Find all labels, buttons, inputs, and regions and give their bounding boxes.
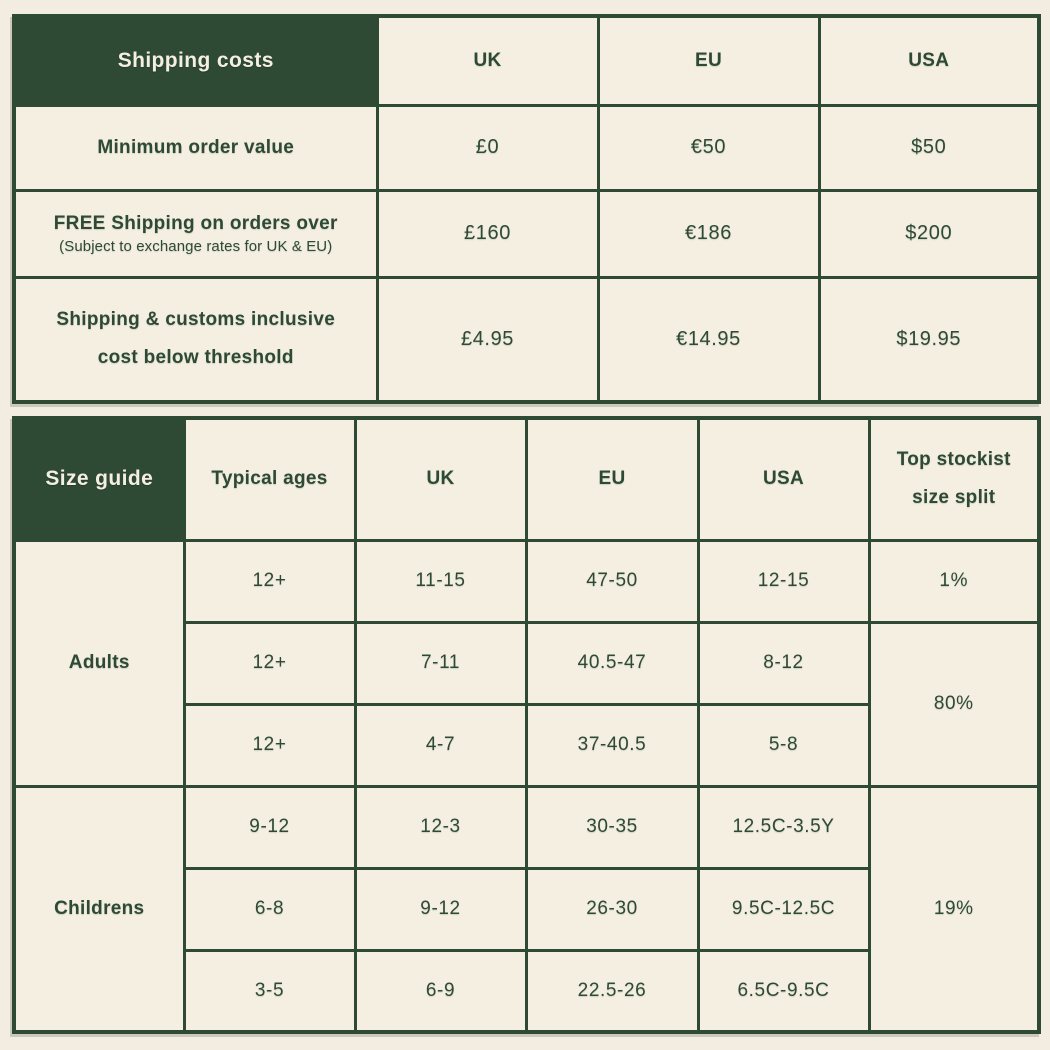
below-threshold-label-line2: cost below threshold <box>97 347 294 369</box>
min-order-eu-value: €50 <box>598 105 819 190</box>
free-shipping-usa-value: $200 <box>819 190 1039 277</box>
below-threshold-label-line1: Shipping & customs inclusive <box>56 309 336 331</box>
adults-2-usa: 8-12 <box>698 622 869 704</box>
shipping-col-header-eu: EU <box>598 16 819 105</box>
size-col-header-uk: UK <box>355 418 526 540</box>
min-order-label: Minimum order value <box>14 105 377 190</box>
childrens-2-ages: 6-8 <box>184 868 355 950</box>
free-shipping-label-text: FREE Shipping on orders over <box>53 212 338 234</box>
childrens-1-usa: 12.5C-3.5Y <box>698 786 869 868</box>
below-threshold-uk-value: £4.95 <box>377 277 598 402</box>
childrens-1-eu: 30-35 <box>526 786 698 868</box>
size-col-header-usa: USA <box>698 418 869 540</box>
adults-3-uk: 4-7 <box>355 704 526 786</box>
size-col-header-typical-ages: Typical ages <box>184 418 355 540</box>
below-threshold-eu-value: €14.95 <box>598 277 819 402</box>
childrens-3-ages: 3-5 <box>184 950 355 1032</box>
shipping-row-min-order <box>14 105 1039 190</box>
below-threshold-usa-value: $19.95 <box>819 277 1039 402</box>
below-threshold-label <box>14 277 377 402</box>
size-col-header-stockist-split: Top stockist size split <box>869 418 1039 540</box>
childrens-1-uk: 12-3 <box>355 786 526 868</box>
shipping-col-header-uk: UK <box>377 16 598 105</box>
adults-3-ages: 12+ <box>184 704 355 786</box>
size-guide-title: Size guide <box>14 418 184 540</box>
adults-1-usa: 12-15 <box>698 540 869 622</box>
shipping-row-below-threshold <box>14 277 1039 402</box>
adults-2-eu: 40.5-47 <box>526 622 698 704</box>
size-guide-table <box>12 416 1041 1034</box>
adults-group-label: Adults <box>14 540 184 786</box>
childrens-3-eu: 22.5-26 <box>526 950 698 1032</box>
childrens-row-1 <box>14 786 1039 868</box>
childrens-3-usa: 6.5C-9.5C <box>698 950 869 1032</box>
childrens-group-label: Childrens <box>14 786 184 1032</box>
shipping-col-header-usa: USA <box>819 16 1039 105</box>
free-shipping-eu-value: €186 <box>598 190 819 277</box>
childrens-2-usa: 9.5C-12.5C <box>698 868 869 950</box>
shipping-table-title: Shipping costs <box>14 16 377 105</box>
childrens-split-19pct: 19% <box>869 786 1039 1032</box>
adults-3-usa: 5-8 <box>698 704 869 786</box>
shipping-header-row <box>14 16 1039 105</box>
adults-split-80pct: 80% <box>869 622 1039 786</box>
adults-1-ages: 12+ <box>184 540 355 622</box>
free-shipping-label <box>14 190 377 277</box>
size-guide-header-row <box>14 418 1039 540</box>
shipping-costs-table <box>12 14 1041 404</box>
free-shipping-subnote: (Subject to exchange rates for UK & EU) <box>59 237 333 255</box>
min-order-usa-value: $50 <box>819 105 1039 190</box>
childrens-2-uk: 9-12 <box>355 868 526 950</box>
adults-split-1pct: 1% <box>869 540 1039 622</box>
adults-1-eu: 47-50 <box>526 540 698 622</box>
shipping-row-free-shipping <box>14 190 1039 277</box>
min-order-uk-value: £0 <box>377 105 598 190</box>
childrens-1-ages: 9-12 <box>184 786 355 868</box>
size-col-header-eu: EU <box>526 418 698 540</box>
free-shipping-uk-value: £160 <box>377 190 598 277</box>
adults-row-1 <box>14 540 1039 622</box>
adults-1-uk: 11-15 <box>355 540 526 622</box>
adults-3-eu: 37-40.5 <box>526 704 698 786</box>
childrens-2-eu: 26-30 <box>526 868 698 950</box>
childrens-3-uk: 6-9 <box>355 950 526 1032</box>
adults-2-ages: 12+ <box>184 622 355 704</box>
adults-2-uk: 7-11 <box>355 622 526 704</box>
